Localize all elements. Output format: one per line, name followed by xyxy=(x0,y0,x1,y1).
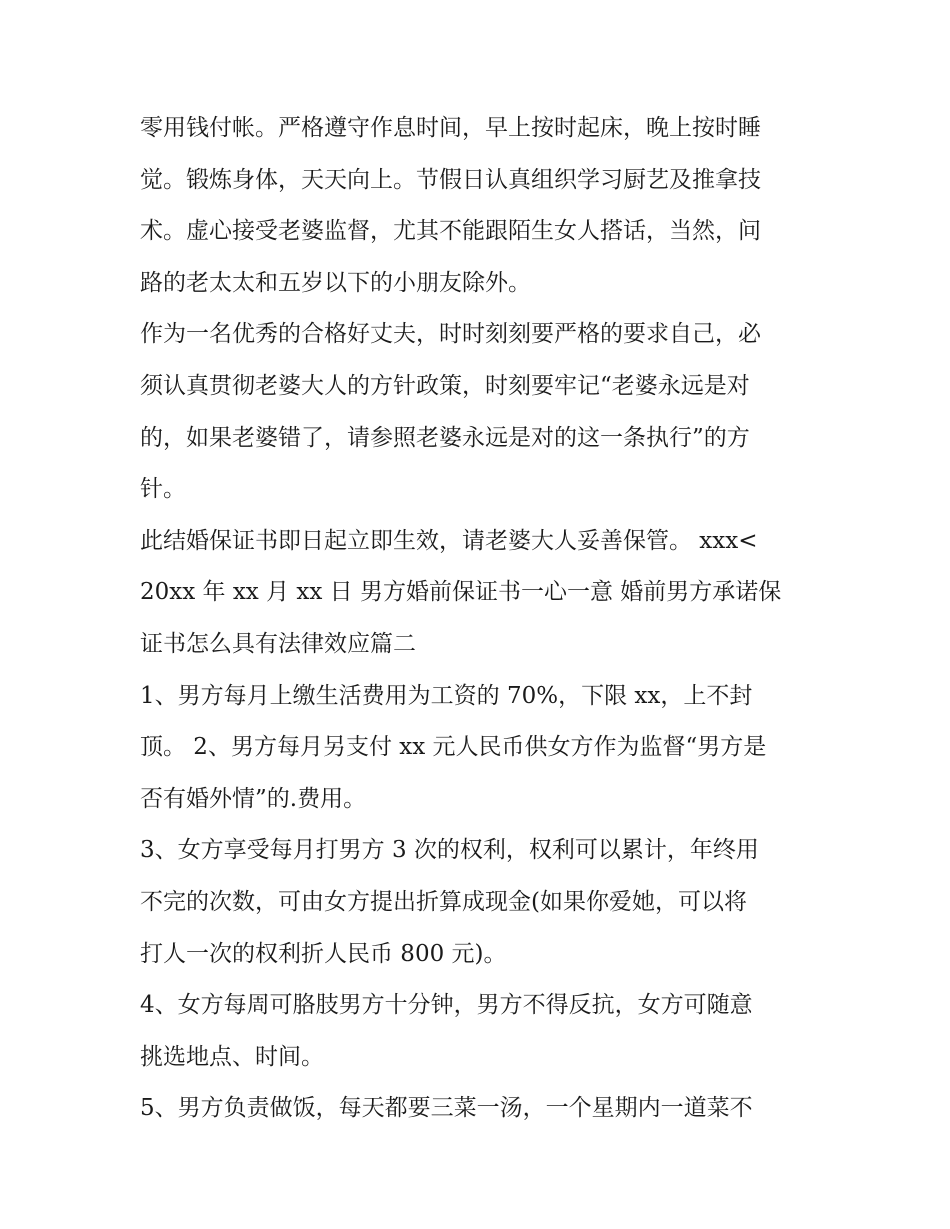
text-line: 不完的次数，可由女方提出折算成现金(如果你爱她，可以将 xyxy=(140,888,747,915)
text-line: 5、男方负责做饭，每天都要三菜一汤，一个星期内一道菜不 xyxy=(140,1095,753,1122)
text-line: 的，如果老婆错了，请参照老婆永远是对的这一条执行”的方 xyxy=(140,424,750,451)
text-line: 挑选地点、时间。 xyxy=(140,1043,324,1070)
text-line: 须认真贯彻老婆大人的方针政策，时刻要牢记“老婆永远是对 xyxy=(140,372,750,399)
text-line: 针。 xyxy=(140,476,186,503)
text-line: 觉。锻炼身体，天天向上。节假日认真组织学习厨艺及推拿技 xyxy=(140,166,761,193)
text-line: 4、女方每周可胳肢男方十分钟，男方不得反抗，女方可随意 xyxy=(140,992,753,1019)
text-line: 打人一次的权利折人民币 800 元)。 xyxy=(140,940,507,967)
text-line: 否有婚外情”的.费用。 xyxy=(140,785,367,812)
text-line: 20xx 年 xx 月 xx 日 男方婚前保证书一心一意 婚前男方承诺保 xyxy=(140,579,782,606)
text-line: 顶。 2、男方每月另支付 xx 元人民币供女方作为监督“男方是 xyxy=(140,734,767,761)
text-line: 术。虚心接受老婆监督，尤其不能跟陌生女人搭话，当然，问 xyxy=(140,218,761,245)
text-line: 此结婚保证书即日起立即生效，请老婆大人妥善保管。 xxx< xyxy=(140,527,758,554)
text-line: 作为一名优秀的合格好丈夫，时时刻刻要严格的要求自己，必 xyxy=(140,321,761,348)
text-line: 路的老太太和五岁以下的小朋友除外。 xyxy=(140,269,531,296)
text-line: 零用钱付帐。严格遵守作息时间，早上按时起床，晚上按时睡 xyxy=(140,115,761,141)
document-body xyxy=(140,103,820,1135)
text-line: 1、男方每月上缴生活费用为工资的 70%，下限 xx，上不封 xyxy=(140,682,753,709)
text-line: 3、女方享受每月打男方 3 次的权利，权利可以累计，年终用 xyxy=(140,837,759,864)
text-line: 证书怎么具有法律效应篇二 xyxy=(140,630,416,657)
